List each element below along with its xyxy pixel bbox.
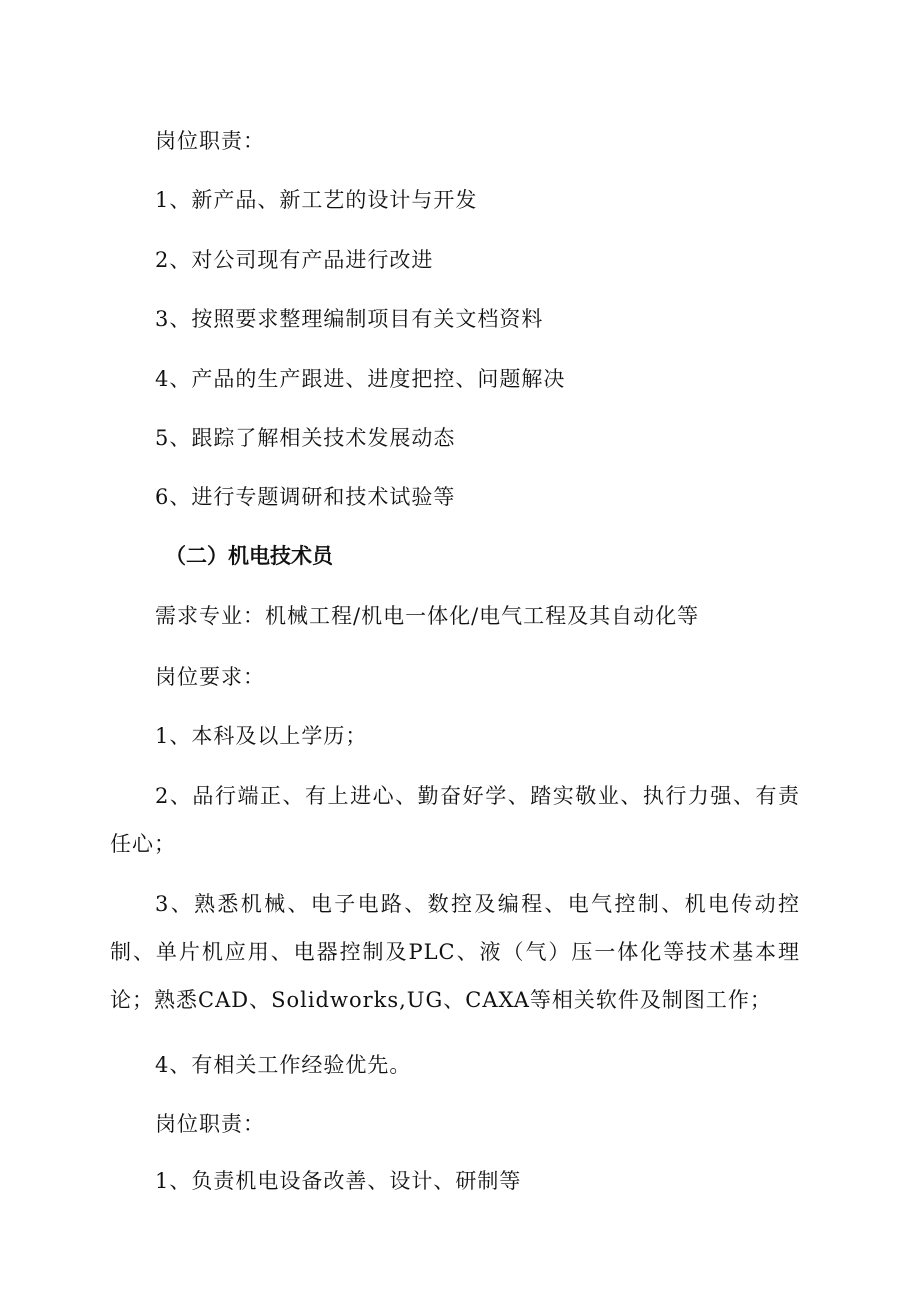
duty-item: 1、新产品、新工艺的设计与开发 [155,188,478,212]
requirement-item: 4、有相关工作经验优先。 [155,1053,412,1077]
duty-item: 6、进行专题调研和技术试验等 [155,485,456,509]
duty-item: 1、负责机电设备改善、设计、研制等 [155,1169,522,1193]
section-heading: （二）机电技术员 [165,544,333,568]
duty-item: 4、产品的生产跟进、进度把控、问题解决 [155,367,566,391]
major-requirement: 需求专业：机械工程/机电一体化/电气工程及其自动化等 [155,604,700,628]
requirement-item: 1、本科及以上学历； [155,724,368,748]
duty-item: 2、对公司现有产品进行改进 [155,248,434,272]
duties-label: 岗位职责： [155,129,265,153]
requirements-label: 岗位要求： [155,665,265,689]
duty-item: 5、跟踪了解相关技术发展动态 [155,426,456,450]
duty-item: 3、按照要求整理编制项目有关文档资料 [155,307,544,331]
requirement-item: 3、熟悉机械、电子电路、数控及编程、电气控制、机电传动控制、单片机应用、电器控制及PLC、液（气）压一体化等技术基本理论；熟悉CAD、Solidworks,UG、CAXA等相关软件及制图工作； [110,892,800,1012]
requirement-item: 2、品行端正、有上进心、勤奋好学、踏实敬业、执行力强、有责任心； [110,784,800,856]
duties-label: 岗位职责： [155,1112,265,1136]
